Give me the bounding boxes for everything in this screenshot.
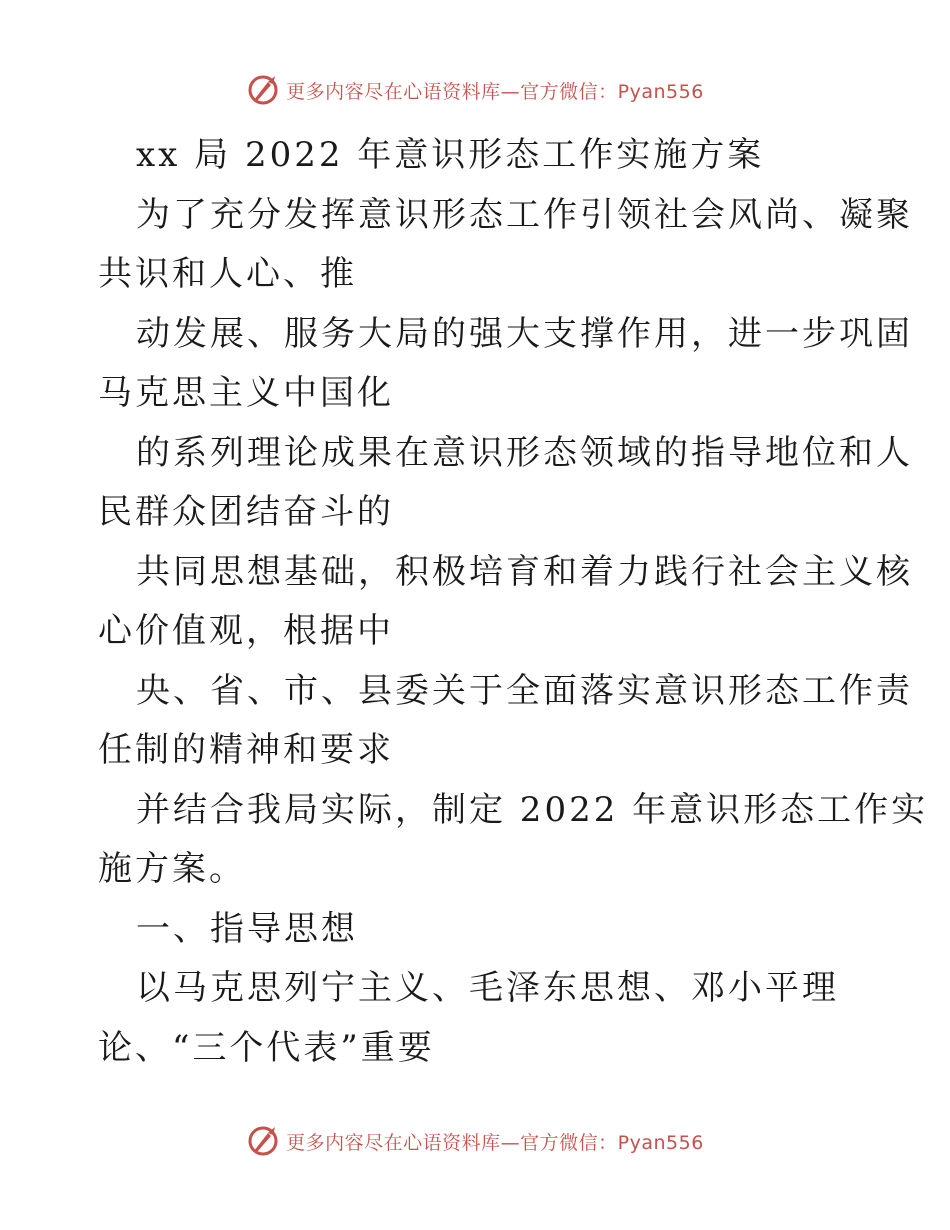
text-line: 施方案。 [98,849,246,889]
text-line: 共同思想基础，积极培育和着力践行社会主义核 [136,551,913,592]
document-title: xx 局 2022 年意识形态工作实施方案 [136,135,765,175]
text-line: 共识和人心、推 [98,254,357,294]
text-line: 心价值观，根据中 [98,611,394,651]
text-line: 为了充分发挥意识形态工作引领社会风尚、凝聚 [136,194,913,235]
text-line: 马克思主义中国化 [98,373,394,413]
text-line: 动发展、服务大局的强大支撑作用，进一步巩固 [136,313,913,354]
document-body [98,126,929,1078]
header-watermark [0,70,950,110]
text-line: 一、指导思想 [136,908,358,949]
text-line: 以马克思列宁主义、毛泽东思想、邓小平理 [136,968,839,1008]
watermark-text: 更多内容尽在心语资料库—官方微信：Pyan556 [286,1131,704,1154]
quill-pen-circle-icon [246,73,280,107]
quill-pen-circle-icon [246,1124,280,1158]
watermark-text: 更多内容尽在心语资料库—官方微信：Pyan556 [286,80,704,103]
text-line: 央、省、市、县委关于全面落实意识形态工作责 [136,670,913,711]
text-line: 的系列理论成果在意识形态领域的指导地位和人 [136,432,913,473]
text-line: 任制的精神和要求 [98,730,394,770]
text-line: 并结合我局实际，制定 2022 年意识形态工作实 [136,789,929,830]
footer-watermark [0,1121,950,1161]
text-line: 论、“三个代表”重要 [98,1027,435,1068]
text-line: 民群众团结奋斗的 [98,492,394,532]
